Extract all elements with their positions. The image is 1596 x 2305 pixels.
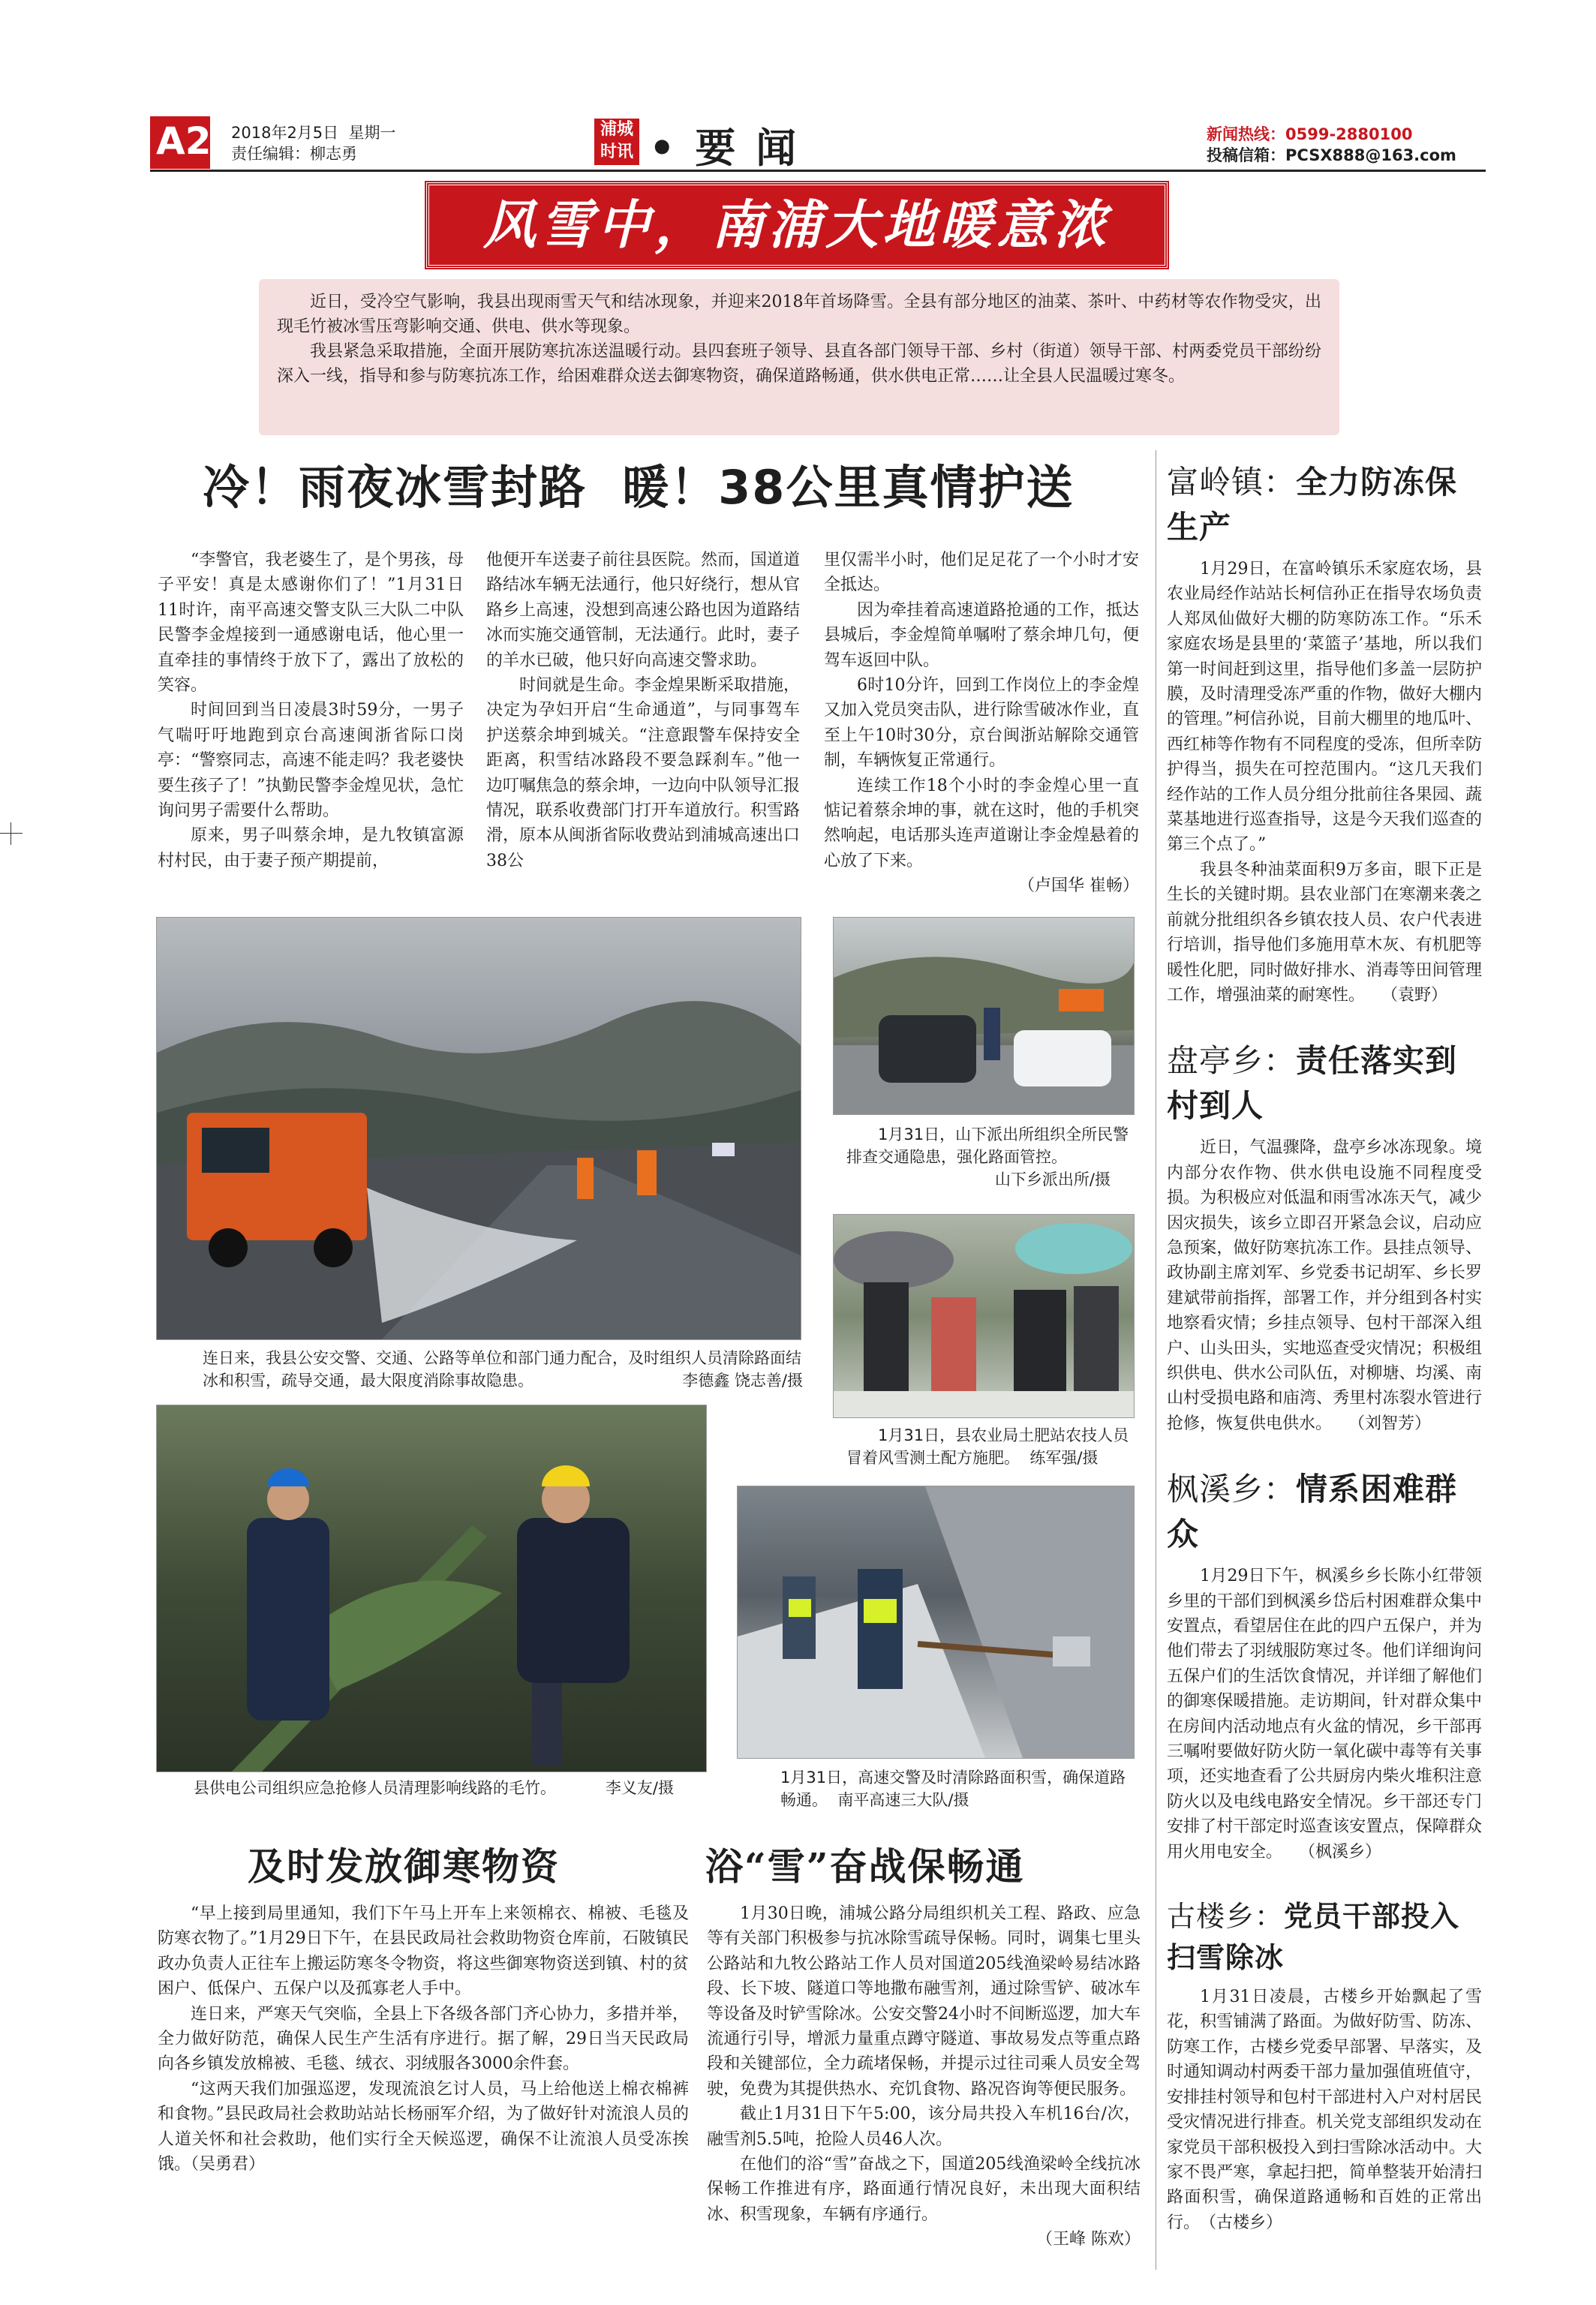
sidebar-section1-body [1167, 557, 1482, 1008]
photo-soil-testing-art [834, 1215, 1134, 1417]
main-col3-p4: 连续工作18个小时的李金煌心里一直惦记着蔡余坤的事，就在这时，他的手机突然响起，电话那头连声道谢让李金煌悬着的心放了下来。 [824, 776, 1139, 870]
main-col1-p2: 时间回到当日凌晨3时59分，一男子气喘吁吁地跑到京台高速闽浙省际口岗亭：“警察同志，高速不能走吗？我老婆快要生孩子了！”执勤民警李金煌见状，急忙询问男子需要什么帮助。 [158, 701, 464, 821]
bottom-left-p3: “这两天我们加强巡逻，发现流浪乞讨人员，马上给他送上棉衣棉裤和食物。”县民政局社会救助站站长杨丽军介绍，为了做好针对流浪人员的人道关怀和社会救助，他们实行全天候巡逻，确保不让流浪人员受冻挨饿。（吴勇君） [158, 2079, 689, 2174]
s4-title: 党员干部投入扫雪除冰 [1167, 1900, 1460, 1975]
s3-title: 情系困难群众 [1167, 1471, 1458, 1553]
photo4-credit: 李义友/摄 [605, 1779, 674, 1797]
main-byline: （卢国华 崔畅） [1018, 876, 1139, 896]
main-article-col2 [486, 548, 800, 873]
bottom-mid-p3: 在他们的浴“雪”奋战之下，国道205线渔梁岭全线抗冰保畅工作推进有序，路面通行情况良好，未出现大面积结冰、积雪现象，车辆有序通行。 [707, 2155, 1141, 2224]
s4-p1: 1月31日凌晨，古楼乡开始飘起了雪花，积雪铺满了路面。为做好防雪、防冻、防寒工作，古楼乡党委早部署、早落实，及时通知调动村两委干部力量加强值班值守，安排挂村领导和包村干部进村入户对村居民受灾情况进行排查。机关党支部组织发动在家党员干部积极投入到扫雪除冰活动中。大家不畏严寒，拿起扫把，简单整装开始清扫路面积雪，确保道路通畅和百姓的正常出行。 （古楼乡） [1167, 1988, 1482, 2232]
main-col3-p3: 6时10分许，回到工作岗位上的李金煌又加入党员突击队，进行除雪破冰作业，直至上午10时30分，京台闽浙站解除交通管制，车辆恢复正常通行。 [824, 676, 1139, 771]
s2-p1: 近日，气温骤降，盘亭乡冰冻现象。境内部分农作物、供水供电设施不同程度受损。为积极应对低温和雨雪冰冻天气，减少因灾损失，该乡立即召开紧急会议，启动应急预案，做好防寒抗冻工作。县挂点领导、政协副主席刘军、乡党委书记胡军、乡长罗建斌带前指挥，部署工作，并分组到各村实地察看灾情；乡挂点领导、包村干部深入组户、山头田头，实地巡查受灾情况；积极组织供电、供水公司队伍，对柳塘、均溪、南山村受损电路和庙湾、秀里村冻裂水管进行抢修，恢复供电供水。 （刘智芳） [1167, 1138, 1482, 1433]
page-label-badge [150, 116, 210, 169]
bottom-left-article [158, 1901, 689, 2177]
email-address: PCSX888@163.com [1285, 146, 1456, 164]
photo4-caption-text: 县供电公司组织应急抢修人员清理影响线路的毛竹。 [194, 1779, 556, 1797]
photo-highway-shoveling [737, 1486, 1135, 1759]
photo-highway-shoveling-art [738, 1486, 1134, 1758]
s2-place: 盘亭乡： [1167, 1042, 1297, 1080]
logo-line1: 浦城 [600, 120, 633, 139]
s1-p2: 我县冬种油菜面积9万多亩，眼下正是生长的关键时期。县农业部门在寒潮来袭之前就分批组织各乡镇农技人员、农户代表进行培训，指导他们多施用草木灰、有机肥等暖性化肥，同时做好排水、消毒等田间管理工作，增强油菜的耐寒性。 （袁野） [1167, 860, 1482, 1005]
main-article-col3 [824, 548, 1139, 899]
s3-place: 枫溪乡： [1167, 1471, 1297, 1508]
banner-intro-2: 我县紧急采取措施，全面开展防寒抗冻送温暖行动。县四套班子领导、县直各部门领导干部、乡村（街道）领导干部、村两委党员干部纷纷深入一线，指导和参与防寒抗冻工作，给困难群众送去御寒物资，确保道路畅通，供水供电正常……让全县人民温暖过寒冬。 [277, 342, 1321, 386]
photo-soil-testing [833, 1214, 1135, 1418]
photo-road-clearing-caption [203, 1347, 803, 1392]
photo5-credit: 南平高速三大队/摄 [837, 1791, 969, 1809]
bottom-mid-p2: 截止1月31日下午5:00，该分局共投入车机16台/次，融雪剂5.5吨，抢险人员46人次。 [707, 2105, 1141, 2149]
photo-bamboo-clearing [156, 1405, 707, 1772]
main-col3-p2: 因为牵挂着高速道路抢通的工作，抵达县城后，李金煌简单嘱咐了蔡余坤几句，便驾车返回中队。 [824, 600, 1139, 670]
photo-highway-shoveling-caption [780, 1766, 1133, 1811]
editor: 责任编辑：柳志勇 [231, 145, 357, 163]
banner-intro-box [259, 279, 1339, 435]
sidebar-section2-body [1167, 1135, 1482, 1436]
hotline-number: 0599-2880100 [1285, 125, 1413, 143]
banner-title: 风雪中，南浦大地暖意浓 [483, 194, 1111, 256]
issue-date: 2018年2月5日 [231, 124, 339, 142]
photo-soil-testing-caption [846, 1424, 1132, 1469]
sidebar-section4-head [1167, 1893, 1482, 1976]
email-label: 投稿信箱： [1207, 146, 1285, 164]
bottom-mid-headline: 浴“雪”奋战保畅通 [705, 1844, 1025, 1889]
header-meta [231, 122, 396, 164]
bottom-left-p1: “早上接到局里通知，我们下午马上开车上来领棉衣、棉被、毛毯及防寒衣物了。”1月29日下午，在县民政局社会救助物资仓库前，石陂镇民政办负责人正往车上搬运防寒冬令物资，将这些御寒物资送到镇、村的贫困户、低保户、五保户以及孤寡老人手中。 [158, 1904, 689, 1999]
main-article-col1 [158, 548, 464, 873]
photo-bamboo-clearing-caption [194, 1777, 674, 1799]
photo-bamboo-clearing-art [157, 1405, 706, 1772]
photo-road-clearing [156, 917, 801, 1340]
photo1-caption-text: 连日来，我县公安交警、交通、公路等单位和部门通力配合，及时组织人员清除路面结冰和积雪，疏导交通，最大限度消除事故隐患。 [203, 1349, 801, 1390]
s2-title: 责任落实到村到人 [1167, 1042, 1458, 1125]
photo2-caption-text: 1月31日，山下派出所组织全所民警排查交通隐患，强化路面管控。 [846, 1125, 1129, 1166]
main-headline: 冷！雨夜冰雪封路 暖！38公里真情护送 [203, 460, 1075, 515]
newspaper-logo [594, 119, 639, 165]
photo5-caption-text: 1月31日，高速交警及时清除路面积雪，确保道路畅通。 [780, 1769, 1126, 1809]
contact-info [1207, 124, 1456, 166]
bottom-mid-p1: 1月30日晚，浦城公路分局组织机关工程、路政、应急等有关部门积极参与抗冰除雪疏导保畅。同时，调集七里头公路站和九牧公路站工作人员对国道205线渔梁岭易结冰路段、长下坡、隧道口等地撒布融雪剂，通过除雪铲、破冰车等设备及时铲雪除冰。公安交警24小时不间断巡逻，加大车流通行引导，增派力量重点蹲守隧道、事故易发点等重点路段和关键部位，全力疏堵保畅，并提示过往司乘人员安全驾驶，免费为其提供热水、充饥食物、路况咨询等便民服务。 [707, 1904, 1141, 2099]
photo-police-checkpoint-caption [846, 1123, 1132, 1168]
photo-police-checkpoint [833, 917, 1135, 1115]
sidebar [1167, 458, 1482, 2235]
photo2-credit: 山下乡派出所/摄 [994, 1171, 1111, 1189]
s4-place: 古楼乡： [1167, 1900, 1285, 1934]
s1-place: 富岭镇： [1167, 464, 1297, 500]
s1-p1: 1月29日，在富岭镇乐禾家庭农场，县农业局经作站站长柯信孙正在指导农场负责人郑凤仙做好大棚的防寒防冻工作。“乐禾家庭农场是县里的‘菜篮子’基地，所以我们第一时间赶到这里，指导他们多盖一层防护膜，及时清理受冻严重的作物，做好大棚内的管理。”柯信孙说，目前大棚里的地瓜叶、西红柿等作物有不同程度的受冻，但所幸防护得当，损失在可控范围内。“这几天我们经作站的工作人员分组分批前往各果园、蔬菜基地进行巡查指导，这是今天我们巡查的第三个点了。” [1167, 560, 1482, 855]
bottom-left-p2: 连日来，严寒天气突临，全县上下各级各部门齐心协力，多措并举，全力做好防范，确保人民生产生活有序进行。据了解，29日当天民政局向各乡镇发放棉被、毛毯、绒衣、羽绒服各3000余件套。 [158, 2004, 689, 2074]
main-col2-p1: 他便开车送妻子前往县医院。然而，国道道路结冰车辆无法通行，他只好绕行，想从官路乡上高速，没想到高速公路也因为道路结冰而实施交通管制，无法通行。此时，妻子的羊水已破，他只好向高速交警求助。 [486, 551, 801, 670]
banner-title-box [426, 182, 1168, 268]
sidebar-section4-body [1167, 1985, 1482, 2235]
main-col1-p3: 原来，男子叫蔡余坤，是九牧镇富源村村民，由于妻子预产期提前， [158, 826, 464, 870]
hotline-label: 新闻热线： [1207, 125, 1285, 143]
sidebar-section3-head [1167, 1465, 1482, 1555]
logo-line2: 时讯 [600, 143, 633, 161]
main-col2-p2: 时间就是生命。李金煌果断采取措施，决定为孕妇开启“生命通道”，与同事驾车护送蔡余坤到城关。“注意跟警车保持安全距离，积雪结冰路段不要急踩刹车。”他一边叮嘱焦急的蔡余坤，一边向中队领导汇报情况，联系收费部门打开车道放行。积雪路滑，原本从闽浙省际收费站到浦城高速出口38公 [486, 676, 801, 870]
banner-intro-1: 近日，受冷空气影响，我县出现雨雪天气和结冰现象，并迎来2018年首场降雪。全县有部分地区的油菜、茶叶、中药材等农作物受灾，出现毛竹被冰雪压弯影响交通、供电、供水等现象。 [277, 293, 1321, 336]
photo3-credit: 练军强/摄 [1029, 1449, 1099, 1467]
bottom-mid-article [707, 1901, 1141, 2252]
header-rule [150, 170, 1486, 172]
crop-mark [0, 833, 23, 834]
sidebar-section2-head [1167, 1036, 1482, 1126]
photo3-caption-text: 1月31日，县农业局土肥站农技人员冒着风雪测土配方施肥。 [846, 1426, 1129, 1467]
s3-p1: 1月29日下午，枫溪乡乡长陈小红带领乡里的干部们到枫溪乡岱后村困难群众集中安置点，看望居住在此的四户五保户，并为他们带去了羽绒服防寒过冬。他们详细询问五保户们的生活饮食情况，并详细了解他们的御寒保暖措施。走访期间，针对群众集中在房间内活动地点有火盆的情况，乡干部再三嘱咐要做好防火防一氧化碳中毒等有关事项，还实地查看了公共厨房内柴火堆积注意防火以及电线电路安全情况。乡干部还专门安排了村干部定时巡查该安置点，保障群众用火用电安全。 （枫溪乡） [1167, 1567, 1482, 1862]
section-title: • 要 闻 [649, 124, 800, 172]
main-col3-p1: 里仅需半小时，他们足足花了一个小时才安全抵达。 [824, 551, 1139, 595]
bottom-mid-byline: （王峰 陈欢） [1036, 2230, 1141, 2249]
bottom-left-headline: 及时发放御寒物资 [248, 1844, 560, 1889]
photo-police-checkpoint-art [834, 918, 1134, 1114]
main-col1-p1: “李警官，我老婆生了，是个男孩，母子平安！真是太感谢你们了！”1月31日11时许，南平高速交警支队三大队二中队民警李金煌接到一通感谢电话，他心里一直牵挂的事情终于放下了，露出了放松的笑容。 [158, 551, 464, 696]
page-label: A2 [156, 119, 212, 163]
photo1-credit: 李德鑫 饶志善/摄 [682, 1372, 803, 1390]
sidebar-section3-body [1167, 1564, 1482, 1865]
photo-road-clearing-art [157, 918, 801, 1339]
s1-title: 全力防冻保生产 [1167, 464, 1458, 545]
weekday: 星期一 [348, 124, 396, 142]
sidebar-section1-head [1167, 458, 1482, 548]
